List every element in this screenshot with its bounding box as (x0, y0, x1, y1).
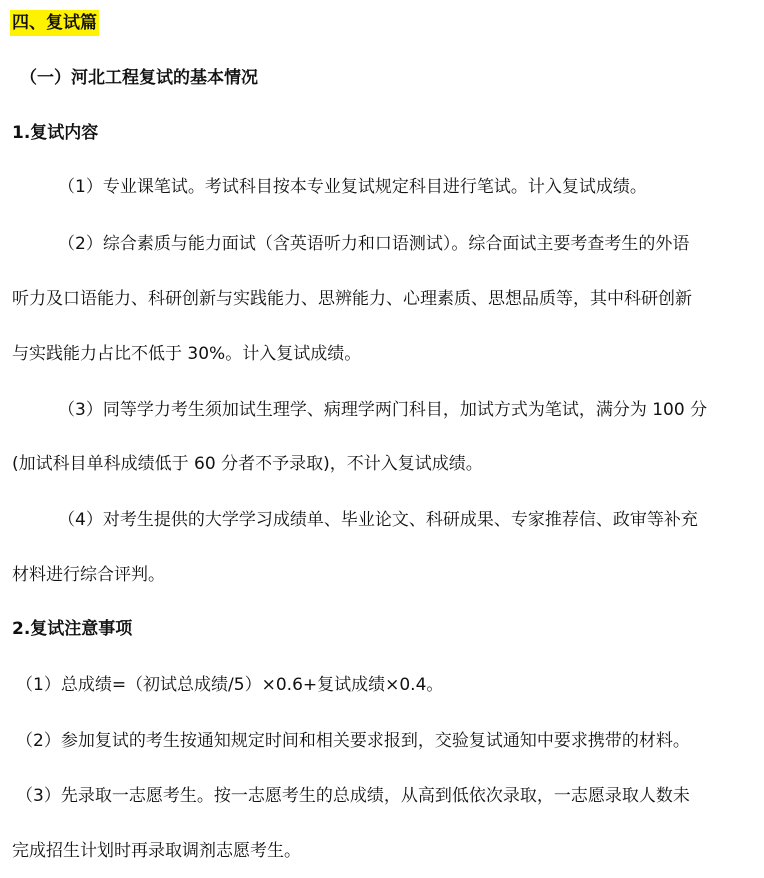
content-line: 听力及口语能力、科研创新与实践能力、思辨能力、心理素质、思想品质等，其中科研创新 (12, 289, 692, 309)
subsection-title: （一）河北工程复试的基本情况 (20, 68, 258, 88)
content-line: 材料进行综合评判。 (12, 565, 165, 585)
notes-heading: 2.复试注意事项 (12, 619, 133, 639)
content-line: （3）同等学力考生须加试生理学、病理学两门科目，加试方式为笔试，满分为 100 分 (58, 400, 708, 420)
content-heading: 1.复试内容 (12, 123, 99, 143)
section-title (10, 10, 99, 36)
notes-line: （2）参加复试的考生按通知规定时间和相关要求报到，交验复试通知中要求携带的材料。 (16, 731, 690, 751)
notes-line: （1）总成绩=（初试总成绩/5）×0.6+复试成绩×0.4。 (16, 675, 444, 695)
content-line: （2）综合素质与能力面试（含英语听力和口语测试）。综合面试主要考查考生的外语 (58, 234, 690, 254)
content-line: (加试科目单科成绩低于 60 分者不予录取)，不计入复试成绩。 (12, 454, 483, 474)
content-line: 与实践能力占比不低于 30%。计入复试成绩。 (12, 344, 362, 364)
content-line: （4）对考生提供的大学学习成绩单、毕业论文、科研成果、专家推荐信、政审等补充 (58, 510, 698, 530)
content-line: （1）专业课笔试。考试科目按本专业复试规定科目进行笔试。计入复试成绩。 (58, 177, 647, 197)
notes-line: 完成招生计划时再录取调剂志愿考生。 (12, 841, 301, 861)
section-title-highlight: 四、复试篇 (10, 10, 99, 36)
notes-line: （3）先录取一志愿考生。按一志愿考生的总成绩，从高到低依次录取，一志愿录取人数未 (16, 786, 690, 806)
